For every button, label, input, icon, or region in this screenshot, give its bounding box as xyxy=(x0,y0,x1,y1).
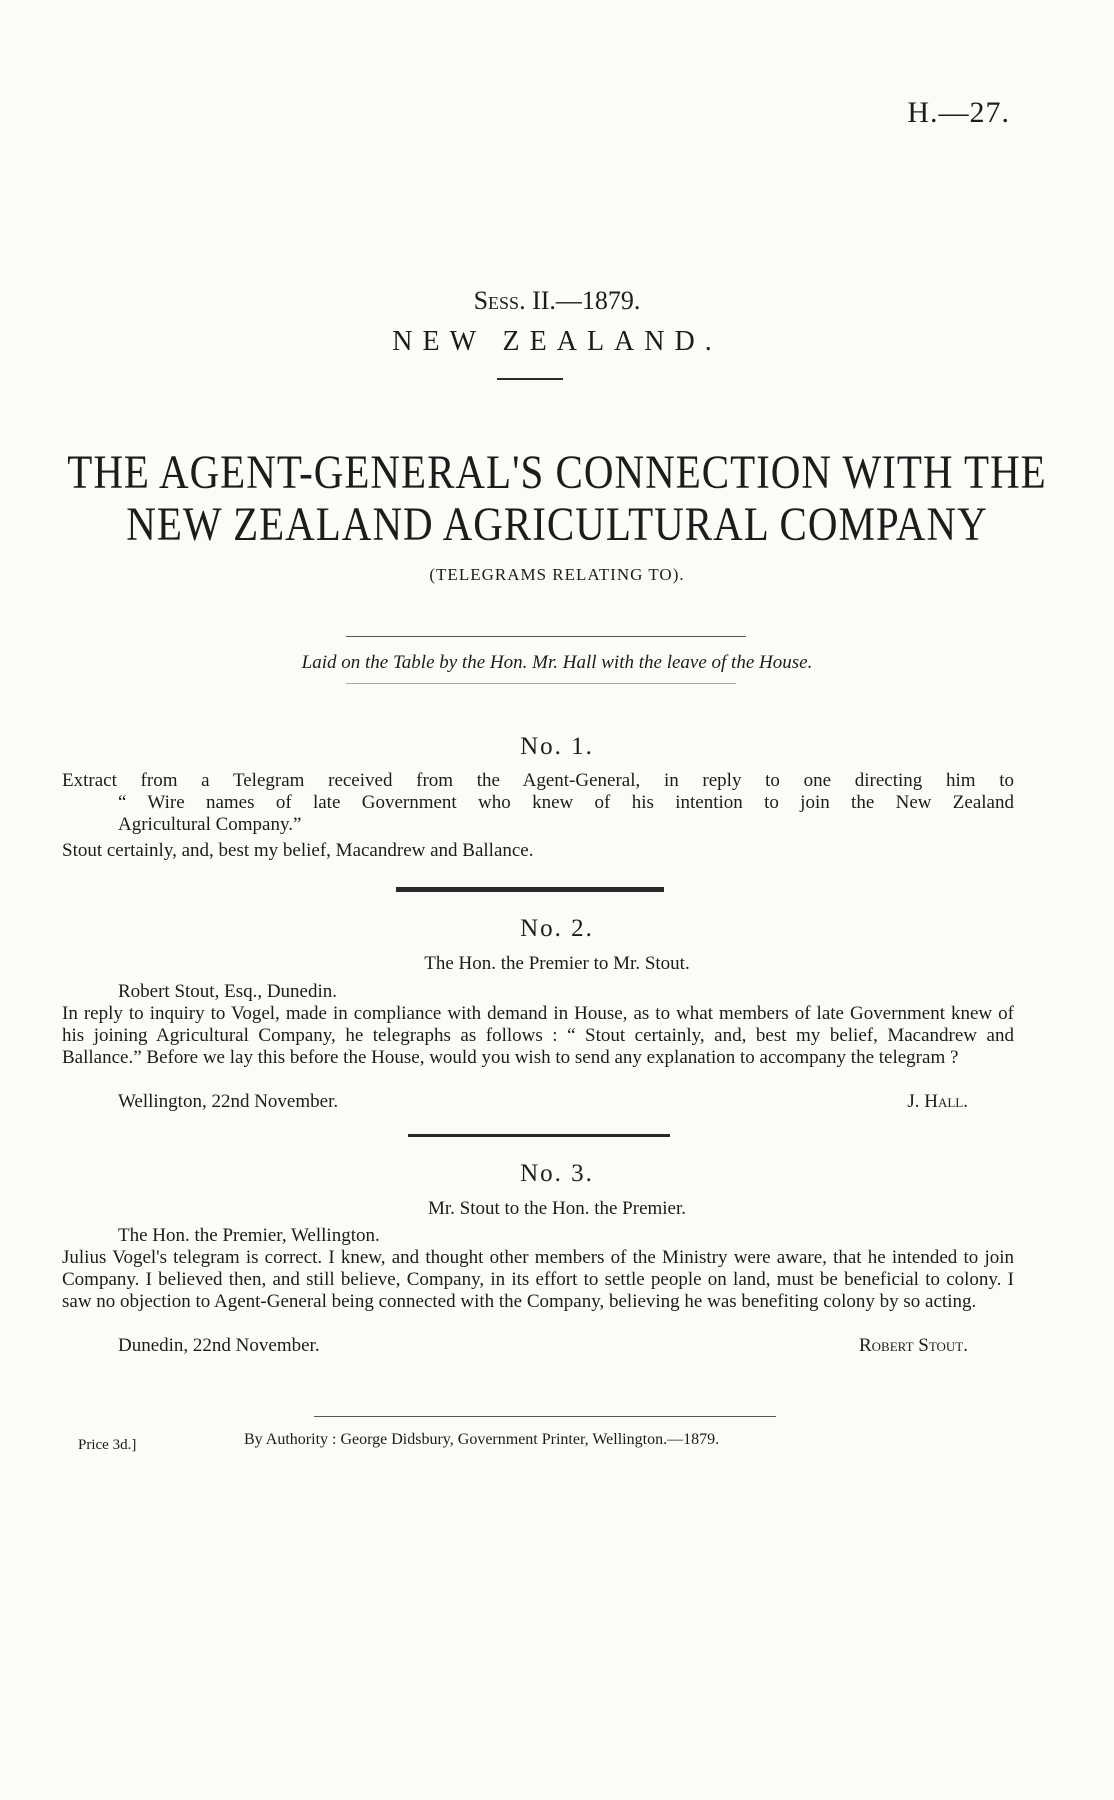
item-3-address: The Hon. the Premier, Wellington. xyxy=(118,1225,380,1246)
item-3-heading: Mr. Stout to the Hon. the Premier. xyxy=(427,1198,687,1219)
laid-rule-top xyxy=(346,636,746,637)
item-2-signature: J. Hall. xyxy=(907,1091,968,1112)
section-divider-1 xyxy=(396,887,664,892)
item-2-heading: The Hon. the Premier to Mr. Stout. xyxy=(424,953,690,974)
document-title-line-1: THE AGENT-GENERAL'S CONNECTION WITH THE xyxy=(67,445,1047,499)
printer-authority: By Authority : George Didsbury, Government Printer, Wellington.—1879. xyxy=(244,1431,720,1448)
item-2-place-date: Wellington, 22nd November. xyxy=(118,1091,339,1112)
item-1-intro-line-1: Extract from a Telegram received from the Agent-General, in reply to one directing him to xyxy=(62,770,1014,791)
item-3-body: Julius Vogel's telegram is correct. I knew, and thought other members of the Ministry were aware, that he intended to join Company. I believed then, and still believe, Company, in its effort to settle people on land, must be beneficial to colony. I saw no objection to Agent-General being connected with the Company, believing he was benefiting colony by so acting. xyxy=(62,1247,1014,1312)
item-1-telegram-text: Stout certainly, and, best my belief, Macandrew and Ballance. xyxy=(62,840,534,861)
item-1-intro-line-2: “ Wire names of late Government who knew of his intention to join the New Zealand xyxy=(118,792,1014,813)
document-subtitle: (TELEGRAMS RELATING TO). xyxy=(429,565,685,584)
title-divider xyxy=(497,378,563,380)
session-line: Sess. II.—1879. xyxy=(473,286,641,315)
price-note: Price 3d.] xyxy=(78,1437,137,1453)
section-divider-2 xyxy=(408,1134,670,1137)
item-3-signature: Robert Stout. xyxy=(859,1335,968,1356)
document-title-line-2: NEW ZEALAND AGRICULTURAL COMPANY xyxy=(126,497,988,551)
laid-rule-bottom xyxy=(346,683,736,684)
item-2-address: Robert Stout, Esq., Dunedin. xyxy=(118,981,338,1002)
item-number-3: No. 3. xyxy=(520,1160,594,1187)
item-2-body: In reply to inquiry to Vogel, made in compliance with demand in House, as to what members of late Government knew of his joining Agricultural Company, he telegraphs as follows : “ Stout certainly, and, best my belief, Macandrew and Ballance.” Before we lay this before the House, would you wish to send any explanation to accompany the telegram ? xyxy=(62,1003,1014,1068)
laid-on-table-note: Laid on the Table by the Hon. Mr. Hall with the leave of the House. xyxy=(301,652,813,673)
item-number-2: No. 2. xyxy=(520,915,594,942)
item-1-intro-line-3: Agricultural Company.” xyxy=(118,814,302,835)
footer-rule xyxy=(314,1416,776,1417)
country-heading: NEW ZEALAND. xyxy=(392,326,722,357)
item-3-place-date: Dunedin, 22nd November. xyxy=(118,1335,320,1356)
document-reference: H.—27. xyxy=(907,96,1010,129)
item-number-1: No. 1. xyxy=(520,733,594,760)
